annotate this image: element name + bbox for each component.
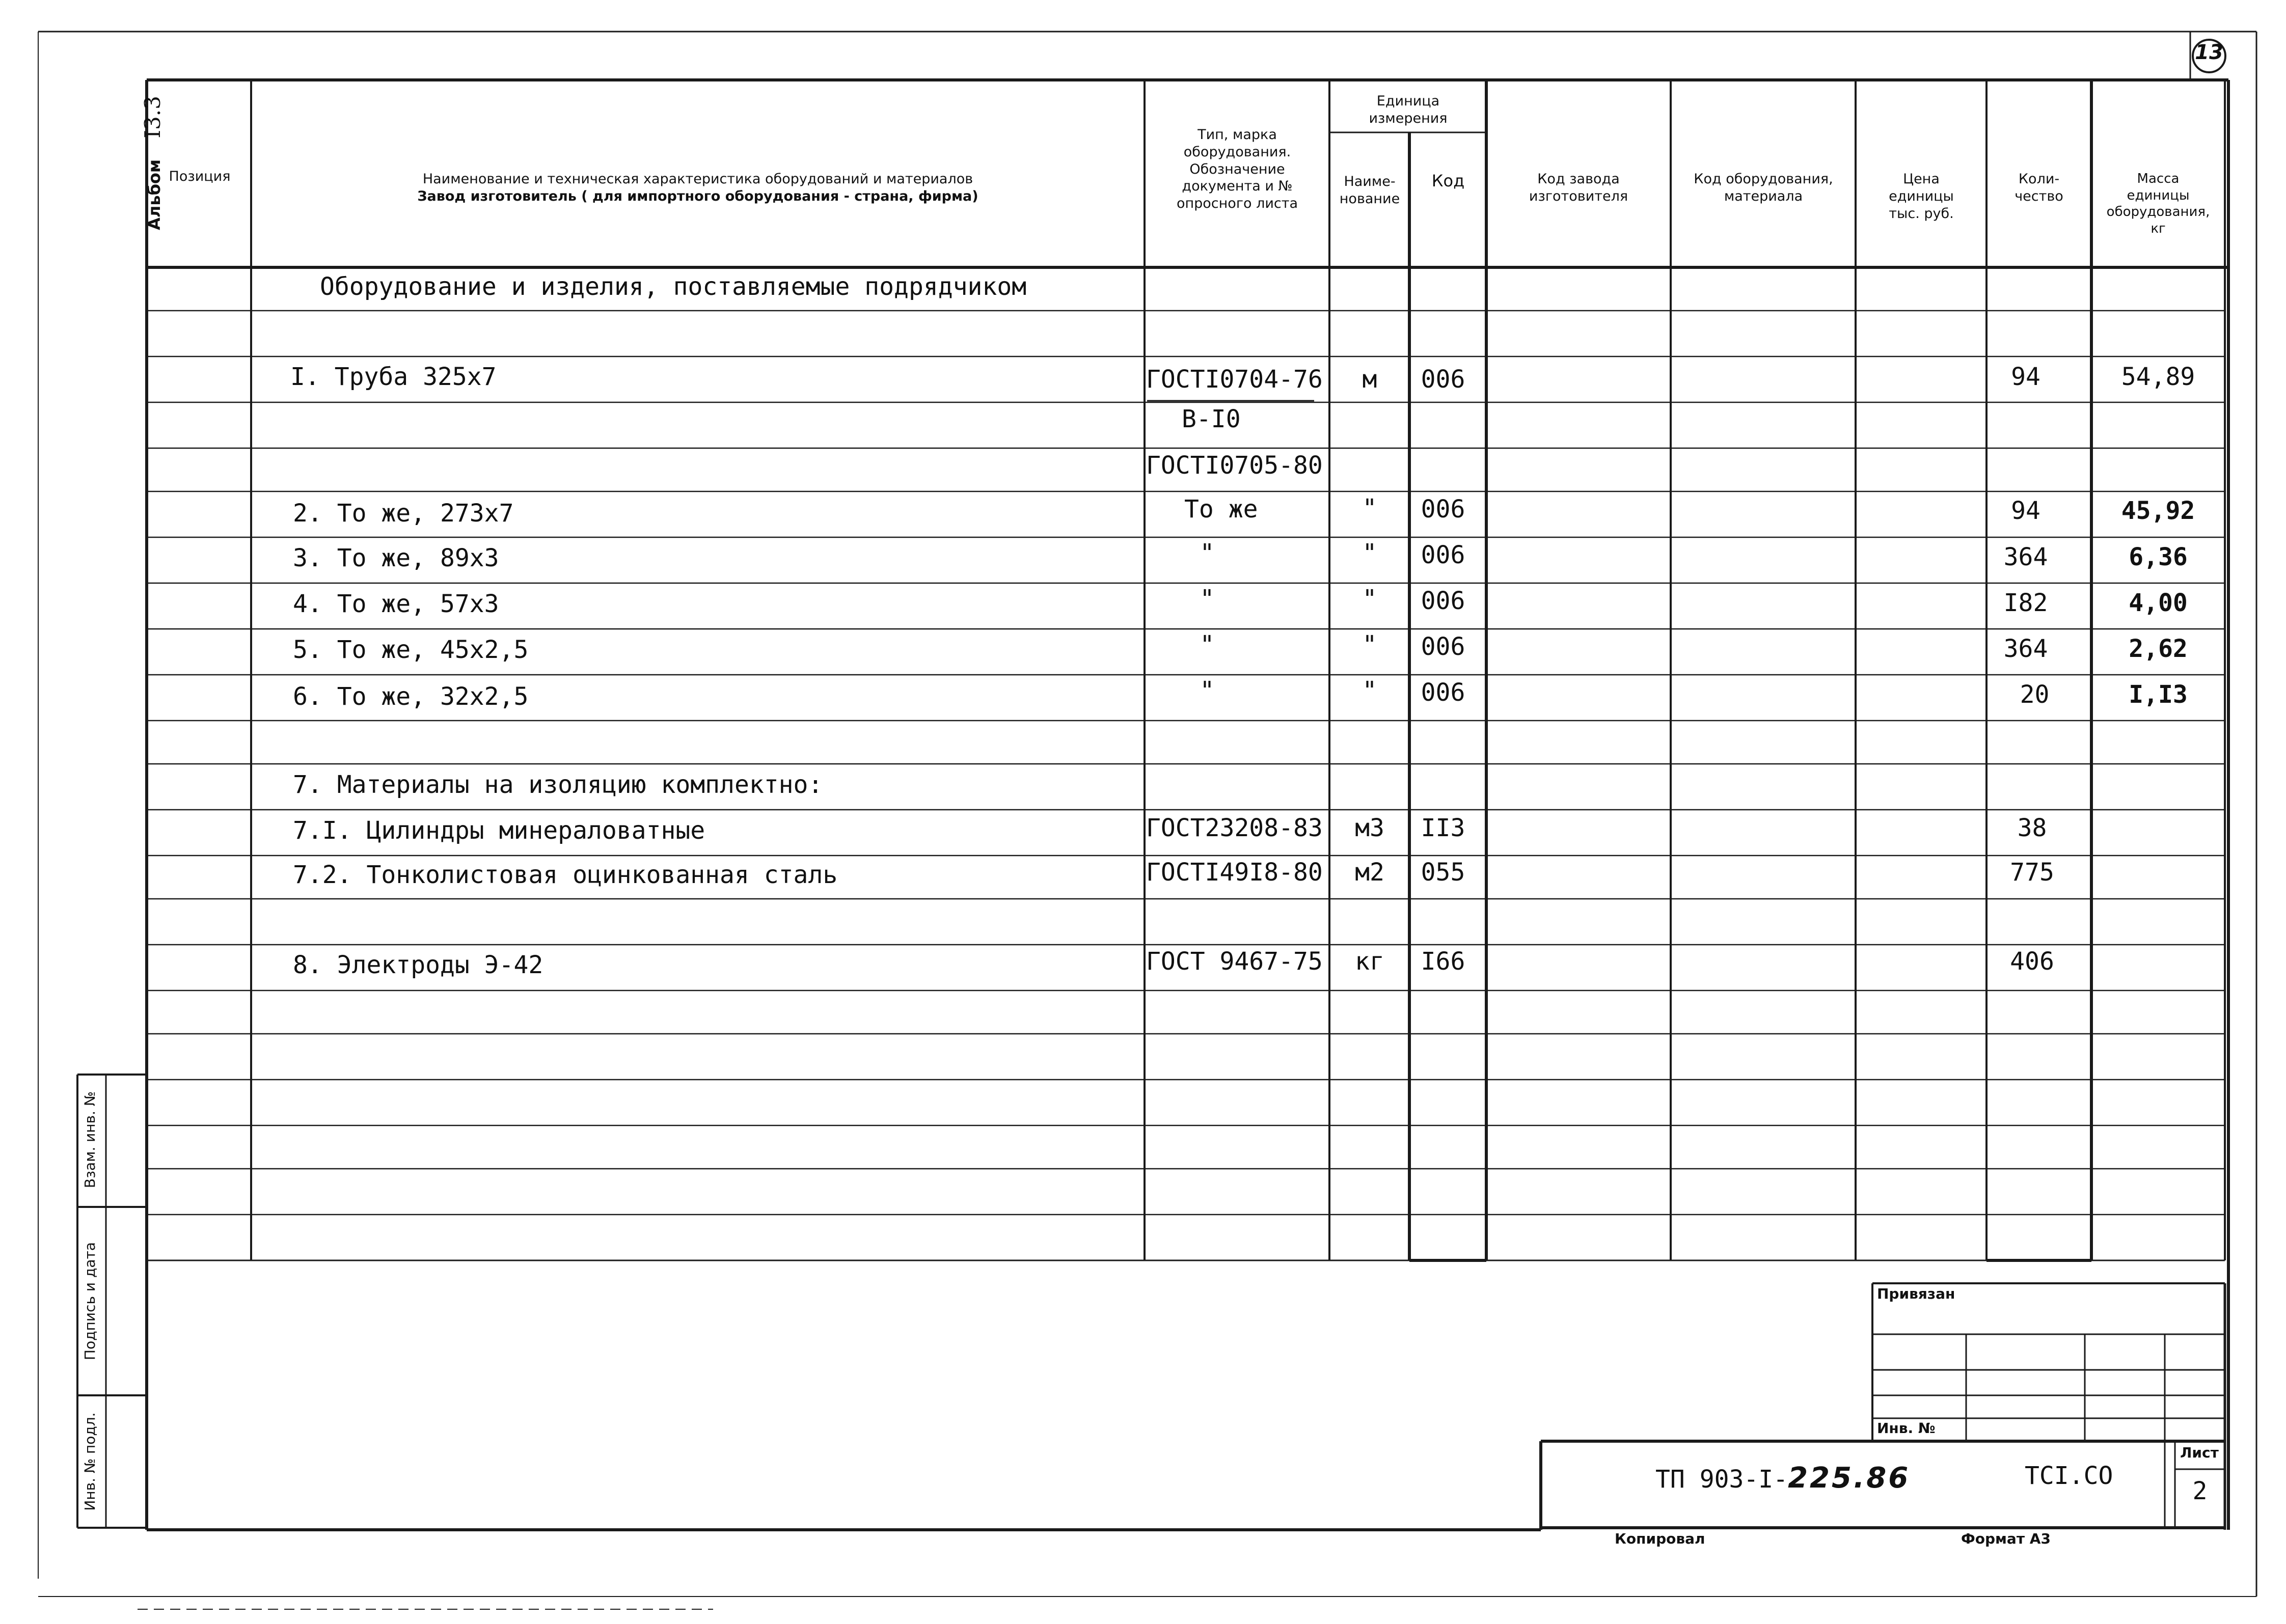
row-code: 006	[1421, 495, 1465, 524]
row-type: ГОСТ 9467-75	[1146, 947, 1323, 976]
row-unit: м2	[1355, 858, 1384, 887]
row-mass: 54,89	[2121, 363, 2195, 391]
row-code: 006	[1421, 365, 1465, 394]
footer-format: Формат А3	[1961, 1530, 2051, 1547]
list-number: 2	[2192, 1477, 2208, 1505]
header-unit-name: Наиме- нование	[1339, 174, 1400, 207]
row-qty: I82	[2003, 589, 2048, 617]
stamp-podpis-data: Подпись и дата	[81, 1242, 98, 1360]
row-type: ГОСТI0705-80	[1146, 451, 1323, 480]
footer-kopiroval: Копировал	[1615, 1530, 1705, 1547]
stamp-inv-podl: Инв. № подл.	[81, 1412, 98, 1511]
row-qty: 406	[2010, 947, 2054, 976]
row-code: 006	[1421, 678, 1465, 707]
row-qty: 94	[2011, 497, 2040, 525]
stamp-inv-no: Инв. №	[1877, 1420, 1936, 1437]
row-mass: I,I3	[2129, 680, 2188, 709]
row-code: 055	[1421, 858, 1465, 887]
row-name: 8. Электроды Э-42	[293, 951, 543, 979]
row-name: 3. То же, 89х3	[293, 544, 499, 572]
row-code: 006	[1421, 541, 1465, 569]
row-unit: "	[1362, 676, 1377, 705]
row-mass: 4,00	[2129, 589, 2188, 617]
doc-prefix: ТП 903-I-	[1655, 1465, 1788, 1494]
row-name: 5. То же, 45х2,5	[293, 636, 529, 664]
album-number: I3.3	[140, 96, 165, 139]
row-type: В-I0	[1182, 405, 1241, 433]
row-code: I66	[1421, 947, 1465, 976]
row-type: "	[1200, 676, 1215, 705]
header-plant-code: Код завода изготовителя	[1529, 171, 1628, 204]
header-name	[255, 171, 1141, 205]
row-code: 006	[1421, 632, 1465, 661]
row-unit: "	[1362, 539, 1377, 567]
row-code: II3	[1421, 814, 1465, 842]
header-equipment-code: Код оборудования, материала	[1694, 171, 1833, 204]
header-position: Позиция	[169, 169, 231, 184]
header-name-line2: Завод изготовитель ( для импортного оборудования - страна, фирма)	[417, 188, 978, 204]
header-unit-code: Код	[1431, 171, 1465, 190]
row-unit: "	[1362, 630, 1377, 659]
list-label: Лист	[2180, 1444, 2219, 1461]
row-type: "	[1200, 630, 1215, 659]
header-name-line1: Наименование и техническая характеристика оборудований и материалов	[422, 171, 973, 187]
row-name: 2. То же, 273х7	[293, 499, 514, 528]
header-price: Цена единицы тыс. руб.	[1889, 171, 1954, 222]
row-qty: 38	[2017, 814, 2047, 842]
sheet-badge: 13	[2195, 41, 2223, 64]
row-name: 6. То же, 32х2,5	[293, 682, 529, 711]
stamp-vzam-inv: Взам. инв. №	[81, 1091, 98, 1189]
row-mass: 2,62	[2129, 635, 2188, 663]
doc-number: 225.86	[1788, 1462, 1911, 1495]
row-unit: м3	[1355, 814, 1384, 842]
row-qty: 775	[2010, 858, 2054, 887]
row-name: I. Труба 325х7	[290, 363, 497, 391]
row-unit: м	[1362, 365, 1377, 394]
row-qty: 20	[2020, 680, 2050, 709]
doc-designation	[1655, 1462, 1910, 1495]
row-code: 006	[1421, 587, 1465, 615]
row-name: 7. Материалы на изоляцию комплектно:	[293, 770, 823, 799]
row-name: 4. То же, 57х3	[293, 590, 499, 618]
header-unit: Единица измерения	[1369, 93, 1448, 126]
row-name: 7.2. Тонколистовая оцинкованная сталь	[293, 861, 838, 889]
row-mass: 45,92	[2121, 497, 2195, 525]
header-type: Тип, марка оборудования. Обозначение документа и № опросного листа	[1176, 127, 1298, 211]
row-qty: 94	[2011, 363, 2040, 391]
row-qty: 364	[2003, 635, 2048, 663]
row-type: "	[1200, 585, 1215, 613]
doc-code: ТСI.СО	[2025, 1462, 2113, 1490]
stamp-privyazan: Привязан	[1877, 1285, 1955, 1302]
row-mass: 6,36	[2129, 543, 2188, 571]
row-type: То же	[1184, 495, 1258, 524]
row-unit: "	[1362, 585, 1377, 613]
album-label	[140, 79, 171, 247]
row-unit: "	[1362, 494, 1377, 522]
row-name: 7.I. Цилиндры минераловатные	[293, 816, 705, 845]
row-type: ГОСТI0704-76	[1146, 365, 1323, 394]
row-unit: кг	[1355, 947, 1384, 976]
row-type: ГОСТ23208-83	[1146, 814, 1323, 842]
header-mass: Масса единицы оборудования, кг	[2106, 171, 2210, 236]
section-title: Оборудование и изделия, поставляемые подрядчиком	[320, 272, 1027, 301]
album-label-text: Альбом	[145, 159, 164, 230]
header-quantity: Коли- чество	[2015, 171, 2063, 204]
row-type: ГОСТI49I8-80	[1146, 858, 1323, 887]
row-type: "	[1200, 539, 1215, 567]
row-qty: 364	[2003, 543, 2048, 571]
